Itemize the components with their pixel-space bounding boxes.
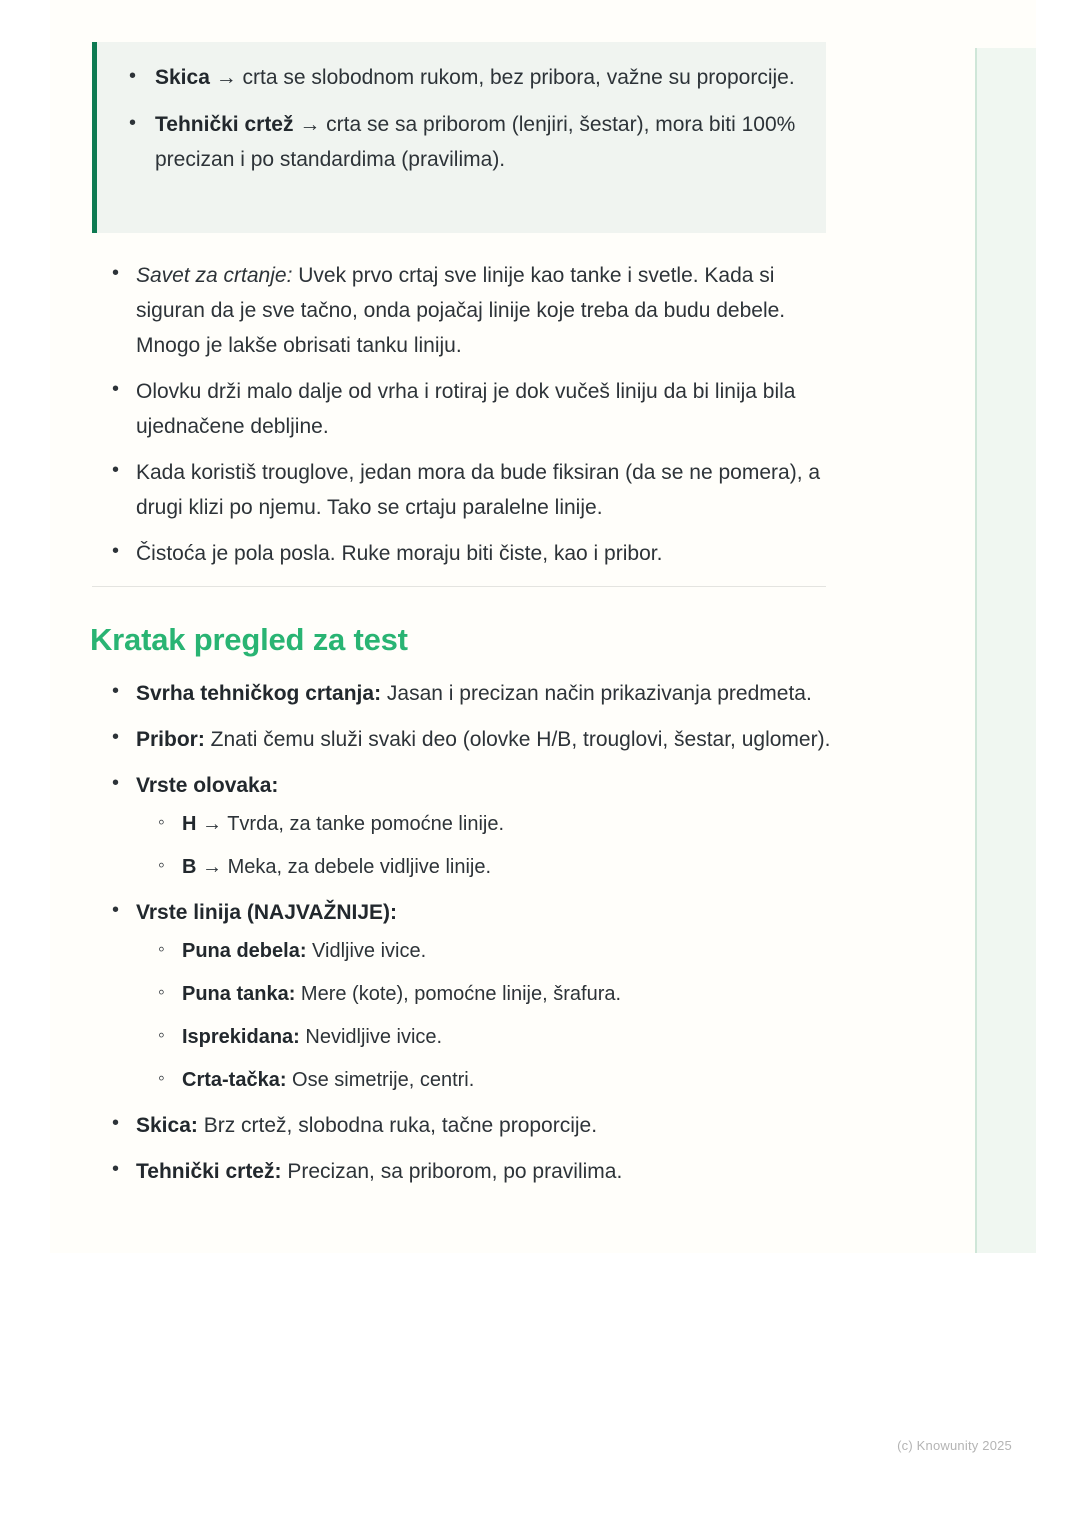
list-item [136,258,832,363]
list-item [155,60,802,95]
review-term-0: Svrha tehničkog crtanja: [136,682,382,705]
callout-term-0: Skica [155,66,210,89]
list-item [136,895,852,1097]
list-item [182,977,852,1011]
list-item [136,536,832,571]
pencil-text-0: → Tvrda, za tanke pomoćne linije. [196,813,505,835]
review-term-3: Vrste linija (NAJVAŽNIJE): [136,901,398,924]
tip-text-1: Olovku drži malo dalje od vrha i rotiraj je dok vučeš liniju da bi linija bila ujednačene debljine. [136,380,796,438]
list-item [136,676,852,711]
review-term-1: Pribor: [136,728,205,751]
review-term-2: Vrste olovaka: [136,774,279,797]
line-text-0: Vidljive ivice. [306,940,427,962]
tip-lead-0: Savet za crtanje: [136,264,293,287]
line-text-2: Nevidljive ivice. [299,1026,443,1048]
line-text-1: Mere (kote), pomoćne linije, šrafura. [295,983,622,1005]
list-item [182,934,852,968]
pencil-term-1: B [182,856,197,878]
tip-text-2: Kada koristiš trouglove, jedan mora da bude fiksiran (da se ne pomera), a drugi klizi po njemu. Tako se crtaju paralelne linije. [136,461,821,519]
tips-list [92,258,832,571]
list-item [182,1020,852,1054]
tip-text-0: Uvek prvo crtaj sve linije kao tanke i svetle. Kada si siguran da je sve tačno, onda pojačaj linije koje treba da budu debele. Mnogo je lakše obrisati tanku liniju. [136,264,786,357]
tips-section [92,258,832,582]
line-types-list [136,934,852,1097]
list-item [136,455,832,525]
list-item [136,374,832,444]
pencil-types-list [136,807,852,884]
list-item [136,722,852,757]
callout-blockquote [92,42,826,233]
list-item [182,807,852,841]
review-term-4: Skica: [136,1114,198,1137]
callout-text-1: → crta se sa priborom (lenjiri, šestar), mora biti 100% precizan i po standardima (pravilima). [155,113,796,171]
list-item [136,1154,852,1189]
callout-text-0: → crta se slobodnom rukom, bez pribora, važne su proporcije. [209,66,795,89]
list-item [136,1108,852,1143]
callout-list [97,42,826,177]
pencil-text-1: → Meka, za debele vidljive linije. [196,856,492,878]
section-divider [92,586,826,587]
review-text-1: Znati čemu služi svaki deo (olovke H/B, trouglovi, šestar, uglomer). [204,728,831,751]
pencil-term-0: H [182,813,197,835]
line-term-1: Puna tanka: [182,983,296,1005]
list-item [182,850,852,884]
review-section [92,676,852,1200]
review-text-5: Precizan, sa priborom, po pravilima. [281,1160,623,1183]
tip-text-3: Čistoća je pola posla. Ruke moraju biti čiste, kao i pribor. [136,542,663,565]
list-item [182,1063,852,1097]
line-text-3: Ose simetrije, centri. [286,1069,475,1091]
line-term-3: Crta-tačka: [182,1069,287,1091]
review-list [92,676,852,1189]
callout-term-1: Tehnički crtež [155,113,294,136]
page-title: Kratak pregled za test [90,622,408,657]
right-decorative-panel [975,48,1036,1253]
copyright-watermark: (c) Knowunity 2025 [897,1438,1012,1453]
review-term-5: Tehnički crtež: [136,1160,282,1183]
review-text-4: Brz crtež, slobodna ruka, tačne proporcije. [197,1114,598,1137]
list-item [155,107,802,177]
line-term-2: Isprekidana: [182,1026,300,1048]
review-text-0: Jasan i precizan način prikazivanja predmeta. [381,682,812,705]
line-term-0: Puna debela: [182,940,307,962]
list-item [136,768,852,884]
